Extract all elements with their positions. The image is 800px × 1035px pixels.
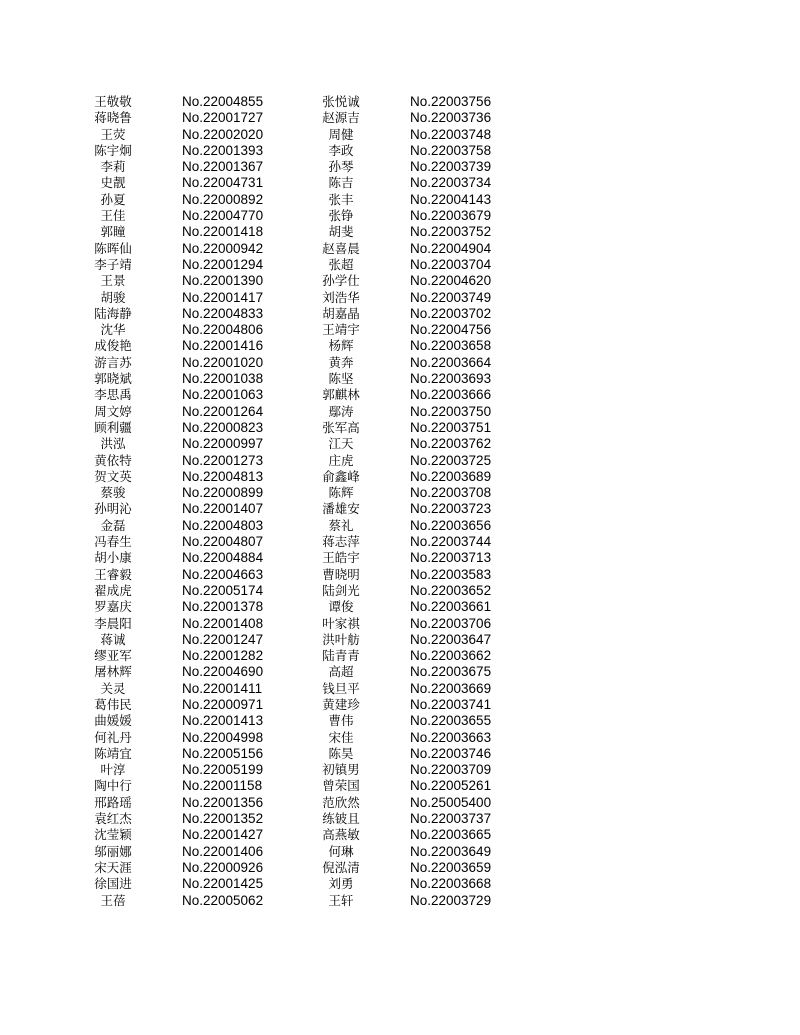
table-row [78,795,518,811]
name-right-cell: 孙学仕 [322,273,360,289]
table-row [78,844,518,860]
name-left-cell: 沈莹颖 [94,827,132,843]
name-left-cell: 郭瞳 [100,224,126,240]
name-right-cell: 郭麒林 [322,387,360,403]
name-left-cell: 关灵 [100,680,126,696]
name-left-cell: 顾利疆 [94,419,132,435]
name-left-cell: 陈晖仙 [94,240,132,256]
id-left-cell: No.22001411 [182,680,263,696]
id-right-cell: No.22003647 [410,631,492,647]
table-row [78,485,518,501]
id-left-cell: No.22004855 [182,94,264,109]
table-row [78,404,518,420]
id-right-cell: No.22003704 [410,256,492,272]
id-right-cell: No.22003748 [410,126,492,142]
table-row [78,192,518,208]
name-right-cell: 曹晓明 [322,566,360,582]
id-right-cell: No.22004904 [410,240,492,256]
id-left-cell: No.22001425 [182,876,264,892]
id-right-cell: No.22003737 [410,811,492,827]
id-left-cell: No.22001063 [182,387,264,403]
table-row [78,778,518,794]
id-right-cell: No.22003661 [410,599,492,615]
table-row [78,648,518,664]
name-right-cell: 庄虎 [328,452,354,468]
name-left-cell: 曲媛媛 [94,713,132,729]
id-left-cell: No.22000892 [182,191,264,207]
name-right-cell: 宋佳 [328,729,354,745]
table-row [78,632,518,648]
table-row [78,550,518,566]
id-right-cell: No.22003663 [410,729,492,745]
name-right-cell: 蔡礼 [328,517,354,533]
table-row [78,290,518,306]
id-left-cell: No.22004813 [182,468,264,484]
id-left-cell: No.22001273 [182,452,264,468]
id-left-cell: No.22001378 [182,599,264,615]
name-left-cell: 王佳 [100,208,126,224]
name-right-cell: 鄢涛 [328,403,354,419]
name-right-cell: 范欣然 [322,794,360,810]
name-left-cell: 郭晓斌 [94,371,132,387]
name-right-cell: 高超 [328,664,354,680]
name-left-cell: 葛伟民 [94,696,132,712]
name-left-cell: 缪亚军 [94,648,132,664]
id-right-cell: No.22003744 [410,534,492,550]
id-right-cell: No.22003751 [410,419,492,435]
name-left-cell: 史靓 [100,175,126,191]
id-left-cell: No.22000926 [182,859,264,875]
id-right-cell: No.22003702 [410,305,492,321]
id-left-cell: No.22004833 [182,305,264,321]
id-right-cell: No.22003706 [410,615,492,631]
id-left-cell: No.22001418 [182,224,264,240]
table-row [78,860,518,876]
name-right-cell: 高燕敏 [322,827,360,843]
name-left-cell: 胡骏 [100,289,126,305]
id-right-cell: No.22003664 [410,354,492,370]
id-left-cell: No.22004770 [182,208,264,224]
name-left-cell: 沈华 [100,322,126,338]
id-left-cell: No.22001294 [182,256,264,272]
table-row [78,175,518,191]
table-row [78,567,518,583]
name-left-cell: 王荧 [100,126,126,142]
name-right-cell: 练铍且 [322,811,360,827]
id-left-cell: No.22001264 [182,403,264,419]
name-left-cell: 邬丽娜 [94,843,132,859]
table-row [78,730,518,746]
name-right-cell: 钱旦平 [322,680,360,696]
name-right-cell: 王靖宇 [322,322,360,338]
name-right-cell: 陈昊 [328,745,354,761]
table-row [78,811,518,827]
roster-table [78,94,518,909]
id-right-cell: No.22003762 [410,436,492,452]
id-right-cell: No.22003693 [410,371,492,387]
table-row [78,518,518,534]
name-left-cell: 陈宇炯 [94,142,132,158]
table-row [78,827,518,843]
id-right-cell: No.22003750 [410,403,492,419]
name-left-cell: 陈靖宜 [94,745,132,761]
name-right-cell: 陈坚 [328,371,354,387]
id-left-cell: No.22001282 [182,648,264,664]
id-left-cell: No.22000942 [182,240,264,256]
table-row [78,762,518,778]
name-right-cell: 张军高 [322,419,360,435]
id-right-cell: No.22003583 [410,566,492,582]
table-row [78,322,518,338]
name-right-cell: 刘浩华 [322,289,360,305]
name-left-cell: 洪泓 [100,436,126,452]
id-left-cell: No.22000899 [182,485,264,501]
id-right-cell: No.22005261 [410,778,492,794]
id-left-cell: No.22004998 [182,729,264,745]
id-right-cell: No.22003665 [410,827,492,843]
id-left-cell: No.22000823 [182,419,264,435]
id-left-cell: No.22001416 [182,338,264,354]
id-left-cell: No.22002020 [182,126,264,142]
name-left-cell: 李思禹 [94,387,132,403]
table-row [78,616,518,632]
name-left-cell: 王睿毅 [94,566,132,582]
table-row [78,469,518,485]
name-left-cell: 陆海静 [94,305,132,321]
name-right-cell: 曾荣国 [322,778,360,794]
id-left-cell: No.22000997 [182,436,264,452]
name-left-cell: 罗嘉庆 [94,599,132,615]
name-left-cell: 邢路瑶 [94,794,132,810]
id-right-cell: No.22003652 [410,582,492,598]
name-right-cell: 俞鑫峰 [322,468,360,484]
id-right-cell: No.22004143 [410,191,492,207]
table-row [78,387,518,403]
name-left-cell: 王景 [100,273,126,289]
id-left-cell: No.22001158 [182,778,263,794]
name-right-cell: 陆剑光 [322,582,360,598]
id-left-cell: No.22004884 [182,550,264,566]
table-row [78,127,518,143]
id-right-cell: No.22004620 [410,273,492,289]
id-right-cell: No.22003689 [410,468,492,484]
name-left-cell: 周文婷 [94,403,132,419]
name-right-cell: 胡斐 [328,224,354,240]
table-row [78,420,518,436]
id-right-cell: No.22003746 [410,745,492,761]
id-right-cell: No.22003752 [410,224,492,240]
table-row [78,371,518,387]
id-right-cell: No.22003659 [410,859,492,875]
name-left-cell: 贺文英 [94,468,132,484]
name-left-cell: 蒋诚 [100,631,126,647]
name-right-cell: 张悦诚 [322,94,360,109]
id-right-cell: No.22003668 [410,876,492,892]
id-right-cell: No.22003713 [410,550,492,566]
id-left-cell: No.22001367 [182,159,264,175]
name-right-cell: 王轩 [328,892,354,908]
table-row [78,306,518,322]
name-right-cell: 张丰 [328,191,354,207]
id-left-cell: No.22001727 [182,110,264,126]
name-left-cell: 冯春生 [94,534,132,550]
id-left-cell: No.22001406 [182,843,264,859]
name-right-cell: 杨辉 [328,338,354,354]
id-right-cell: No.22003756 [410,94,492,109]
id-right-cell: No.22003729 [410,892,492,908]
name-right-cell: 孙琴 [328,159,354,175]
table-row [78,273,518,289]
table-row [78,338,518,354]
name-left-cell: 翟成虎 [94,582,132,598]
name-left-cell: 宋天涯 [94,859,132,875]
name-left-cell: 徐国进 [94,876,132,892]
name-left-cell: 胡小康 [94,550,132,566]
id-left-cell: No.22004731 [182,175,264,191]
id-left-cell: No.22005199 [182,762,264,778]
table-row [78,453,518,469]
id-left-cell: No.22005174 [182,582,264,598]
name-right-cell: 赵喜晨 [322,240,360,256]
id-right-cell: No.22003708 [410,485,492,501]
id-left-cell: No.22001356 [182,794,264,810]
table-row [78,893,518,909]
name-left-cell: 何礼丹 [94,729,132,745]
id-right-cell: No.22003655 [410,713,492,729]
name-left-cell: 游言苏 [94,354,132,370]
table-row [78,583,518,599]
name-right-cell: 赵源吉 [322,110,360,126]
id-left-cell: No.22004807 [182,534,264,550]
name-right-cell: 刘勇 [328,876,354,892]
name-right-cell: 黄奔 [328,354,354,370]
table-row [78,257,518,273]
table-row [78,159,518,175]
id-left-cell: No.22001417 [182,289,264,305]
table-row [78,599,518,615]
name-right-cell: 黄建珍 [322,696,360,712]
id-left-cell: No.22001352 [182,811,264,827]
id-right-cell: No.22003741 [410,696,492,712]
id-right-cell: No.22003658 [410,338,492,354]
id-left-cell: No.22001407 [182,501,264,517]
id-right-cell: No.22003739 [410,159,492,175]
name-left-cell: 王蓓 [100,892,126,908]
name-right-cell: 陈吉 [328,175,354,191]
name-left-cell: 孙夏 [100,191,126,207]
table-row [78,143,518,159]
name-right-cell: 张超 [328,256,354,272]
table-row [78,208,518,224]
name-left-cell: 蔡骏 [100,485,126,501]
id-left-cell: No.22001408 [182,615,264,631]
name-right-cell: 张铮 [328,208,354,224]
id-right-cell: No.22003709 [410,762,492,778]
id-right-cell: No.22003758 [410,142,492,158]
id-left-cell: No.22001247 [182,631,264,647]
table-row [78,534,518,550]
id-right-cell: No.22003669 [410,680,492,696]
table-row [78,681,518,697]
name-right-cell: 谭俊 [328,599,354,615]
table-row [78,876,518,892]
id-left-cell: No.22004806 [182,322,264,338]
id-left-cell: No.22001427 [182,827,264,843]
name-right-cell: 胡嘉晶 [322,305,360,321]
id-left-cell: No.22004803 [182,517,264,533]
id-right-cell: No.22003662 [410,648,492,664]
name-right-cell: 陈辉 [328,485,354,501]
id-right-cell: No.22003679 [410,208,492,224]
name-left-cell: 袁红杰 [94,811,132,827]
id-right-cell: No.22003666 [410,387,492,403]
id-right-cell: No.25005400 [410,794,492,810]
id-right-cell: No.22003734 [410,175,492,191]
name-right-cell: 何琳 [328,843,354,859]
name-left-cell: 李子靖 [94,256,132,272]
id-left-cell: No.22001038 [182,371,264,387]
id-right-cell: No.22004756 [410,322,492,338]
id-right-cell: No.22003723 [410,501,492,517]
name-left-cell: 屠林辉 [94,664,132,680]
name-left-cell: 黄依特 [94,452,132,468]
name-right-cell: 潘雄安 [322,501,360,517]
name-left-cell: 孙明沁 [94,501,132,517]
name-right-cell: 江天 [328,436,354,452]
id-right-cell: No.22003675 [410,664,492,680]
id-right-cell: No.22003725 [410,452,492,468]
name-left-cell: 蒋晓鲁 [94,110,132,126]
id-left-cell: No.22001390 [182,273,264,289]
id-left-cell: No.22001020 [182,354,264,370]
name-left-cell: 金磊 [100,517,126,533]
id-right-cell: No.22003749 [410,289,492,305]
id-left-cell: No.22005156 [182,745,264,761]
id-left-cell: No.22001413 [182,713,264,729]
name-left-cell: 叶淳 [100,762,126,778]
name-right-cell: 陆青青 [322,648,360,664]
table-row [78,664,518,680]
name-right-cell: 王皓宇 [322,550,360,566]
table-row [78,501,518,517]
name-left-cell: 王敬敬 [94,94,132,109]
table-row [78,224,518,240]
name-right-cell: 初镇男 [322,762,360,778]
name-right-cell: 周健 [328,126,354,142]
id-left-cell: No.22004690 [182,664,264,680]
table-row [78,110,518,126]
id-left-cell: No.22001393 [182,142,264,158]
name-left-cell: 李莉 [100,159,126,175]
table-row [78,697,518,713]
name-right-cell: 李政 [328,142,354,158]
table-row [78,241,518,257]
name-right-cell: 洪叶舫 [322,631,360,647]
name-left-cell: 李晨阳 [94,615,132,631]
name-left-cell: 成俊艳 [94,338,132,354]
name-right-cell: 倪泓清 [322,859,360,875]
table-row [78,436,518,452]
name-right-cell: 叶家祺 [322,615,360,631]
table-row [78,355,518,371]
table-row [78,713,518,729]
id-left-cell: No.22000971 [182,696,264,712]
name-left-cell: 陶中行 [94,778,132,794]
id-right-cell: No.22003736 [410,110,492,126]
table-row [78,94,518,110]
id-left-cell: No.22005062 [182,892,264,908]
id-right-cell: No.22003656 [410,517,492,533]
table-row [78,746,518,762]
id-right-cell: No.22003649 [410,843,492,859]
name-right-cell: 蒋志萍 [322,534,360,550]
name-right-cell: 曹伟 [328,713,354,729]
id-left-cell: No.22004663 [182,566,264,582]
